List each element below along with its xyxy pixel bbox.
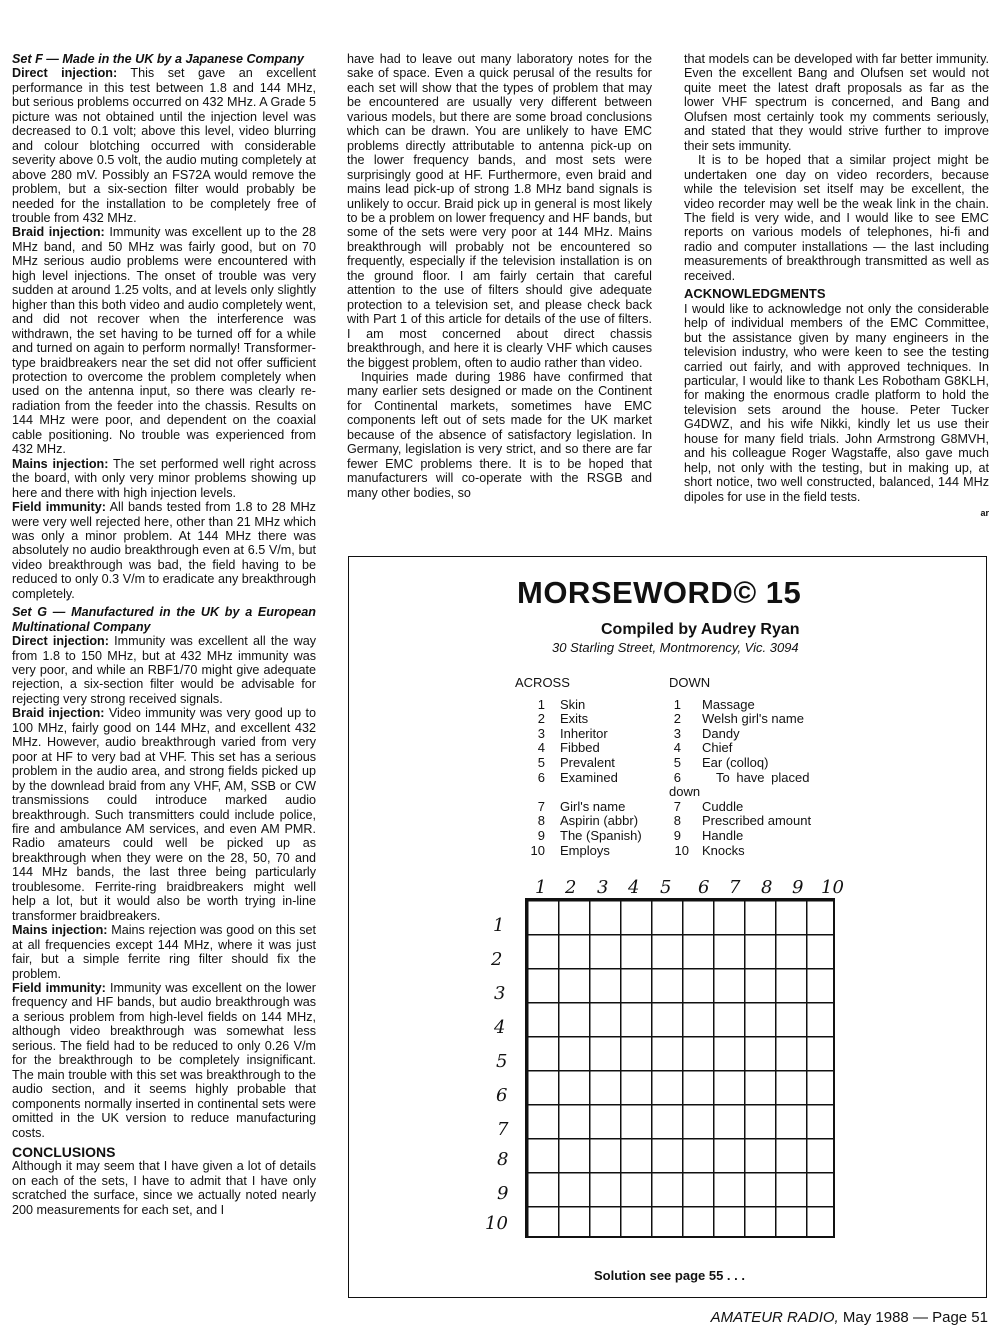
across-clue: 3 Inheritor	[537, 725, 608, 741]
down-clue: 5 Ear (colloq)	[673, 754, 769, 770]
morseword-address: 30 Starling Street, Montmorency, Vic. 3094	[552, 640, 799, 655]
down-clues	[669, 676, 839, 858]
set-g-mains	[12, 923, 316, 981]
page-footer	[711, 1309, 988, 1326]
down-clue: 1 Massage	[673, 696, 755, 712]
set-g-mains-text: Mains rejection was good on this set at all frequencies except 144 MHz, where it was just fair, but a simple ferrite ring filter should fix the problem.	[12, 923, 316, 981]
set-f-heading: Set F — Made in the UK by a Japanese Company	[12, 52, 304, 66]
set-f-direct-text: This set gave an excellent performance in this test between 1.8 and 144 MHz, but serious problems occurred on 432 MHz. A Grade 5 picture was not obtained until the injection level was decreased to 0.1 volt; above this level, video blurring and colour blotching occurred with considerable severity above 0.5 volt, the audio muting completely at above 280 mV. Possibly an FS72A would remove the problem, but a six-section filter would probably be needed for the installation to be completely free of trouble from 432 MHz.	[12, 66, 316, 225]
grid-col-number: 1	[535, 877, 547, 898]
grid-row-number: 1	[493, 915, 505, 936]
column-3	[684, 52, 989, 521]
grid-row-number: 9	[497, 1183, 509, 1204]
column-2	[347, 52, 652, 500]
across-clue: 10 Employs	[530, 842, 610, 858]
down-clue: 2 Welsh girl's name	[673, 711, 804, 727]
set-g-direct-label: Direct injection:	[12, 634, 109, 649]
set-f-mains-label: Mains injection:	[12, 456, 109, 471]
across-clue: 6 Examined	[537, 769, 618, 785]
footer-issue-page: May 1988 — Page 51	[838, 1309, 988, 1326]
set-f-field	[12, 500, 316, 601]
grid-col-number: 2	[565, 877, 577, 898]
grid-col-number: 4	[628, 877, 640, 898]
set-f-mains-text: The set performed well right across the board, with only very minor problems showing up here and there with high injection levels.	[12, 456, 316, 500]
down-clue: 9 Handle	[673, 827, 744, 843]
acknowledgments-text: I would like to acknowledge not only the considerable help of individual members of the EMC Committee, but the assistance given by many engineers in the television industry, who were keen to see the testing carried out fairly, and with approved techniques. In particular, I would like to thank Les Robotham G8KLH, for making the enormous cradle platform to hold the television sets around the house. Peter Tucker G4DWZ, and his wife Nikki, kindly let us use their house for many field trials. John Armstrong G8MVH, and his colleague Roger Wagstaffe, also gave much help, not only with the testing, but in making up, at short notice, two well constructed, balanced, 144 MHz dipoles for use in the field tests.	[684, 301, 989, 504]
col2-paragraph-1: have had to leave out many laboratory notes for the sake of space. Even a quick perusal of the results for each set will show that the types of problem that may be encountered are usually very different between various models, but there are some broad conclusions which can be drawn. You are unlikely to have EMC problems directly attributable to antenna pick-up on the lower frequency bands, and most sets were surprisingly good at HF. Furthermore, even braid and mains lead pick-up of strong 1.8 MHz band signals is unlikely to occur. Braid pick up in general is most likely to be a problem on lower frequency and HF bands, but some of the sets were very poor at 144 MHz. Mains breakthrough will probably not be encountered so frequently, especially if the television installation is on the ground floor. I am fairly certain that careful attention to the use of filters should give adequate protection to a television set, and please check back with Part 1 of this article for details of the use of filters. I am most concerned about direct chassis breakthrough, and here it is clearly VHF which causes the biggest problem, often to audio rather than video.	[347, 52, 652, 370]
set-f-field-text: All bands tested from 1.8 to 28 MHz were very well rejected here, other than 21 MHz which was only a minor problem. At 144 MHz there was absolutely no audio breakthrough even at 6.5 V/m, but video breakthrough was bad, the field having to be reduced to only 0.3 V/m to eradicate any breakthrough completely.	[12, 500, 316, 601]
grid-col-number: 10	[821, 877, 844, 898]
col3-paragraph-2: It is to be hoped that a similar project might be undertaken one day on video recorders, because while the television set itself may be excellent, the video recorder may well be the weak link in the chain. The field is very wide, and I would like to see EMC reports on various models of telephones, hi-fi and radio and computer installations — the last including measurements of breakthrough transmitted as well as received.	[684, 153, 989, 283]
across-clue: 4 Fibbed	[537, 740, 600, 756]
set-g-field-label: Field immunity:	[12, 981, 106, 995]
across-heading: ACROSS	[515, 675, 570, 690]
end-mark: ar	[980, 508, 989, 519]
down-clue: 6 To have placed	[673, 769, 810, 785]
grid-row-number: 7	[497, 1119, 509, 1140]
grid-row-number: 3	[494, 983, 506, 1004]
across-clue: 9 The (Spanish)	[537, 827, 642, 843]
grid-col-number: 5	[660, 877, 672, 898]
footer-magazine: AMATEUR RADIO,	[710, 1309, 839, 1326]
conclusions-text: Although it may seem that I have given a lot of details on each of the sets, I have to admit that I have only scratched the surface, since we actually noted nearly 200 measurements for each set, and I	[12, 1159, 316, 1217]
across-clue: 7 Girl's name	[537, 798, 626, 814]
set-f-braid	[12, 225, 316, 456]
down-clue-continuation: down	[669, 784, 701, 800]
set-g-field	[12, 981, 316, 1140]
morseword-grid[interactable]	[525, 898, 835, 1238]
set-f-direct-label: Direct injection:	[12, 66, 118, 81]
set-g-direct-text: Immunity was excellent all the way from 1.8 to 150 MHz, but at 432 MHz immunity was very poor, and while an RBF1/70 might give adequate rejection, a six-section filter would be advisable for rejecting very strong received signals.	[12, 634, 316, 706]
down-heading: DOWN	[669, 675, 711, 690]
grid-row-number: 5	[496, 1051, 508, 1072]
morseword-box	[348, 556, 987, 1298]
grid-col-number: 3	[597, 877, 609, 898]
across-clue: 8 Aspirin (abbr)	[537, 813, 639, 829]
set-g-mains-label: Mains injection:	[12, 923, 108, 938]
down-clue: 7 Cuddle	[673, 798, 744, 814]
acknowledgments-heading: ACKNOWLEDGMENTS	[684, 286, 826, 302]
grid-row-number: 10	[485, 1213, 508, 1234]
down-clue: 10 Knocks	[674, 842, 745, 858]
grid-row-number: 4	[494, 1017, 506, 1038]
set-g-braid	[12, 706, 316, 923]
set-g-field-text: Immunity was excellent on the lower frequency and HF bands, but audio breakthrough was a serious problem from high-level fields on 144 MHz, although video breakthrough was somewhat less serious. The field had to be reduced to only 0.26 V/m for the breakthrough to be completely insignificant. The main trouble with this set was breakthrough to the audio section, and it seems highly probable that components normally inserted in continental sets were omitted in the UK version to reduce manufacturing costs.	[12, 981, 316, 1140]
grid-row-number: 6	[496, 1085, 508, 1106]
across-clue: 2 Exits	[537, 711, 589, 727]
solution-note: Solution see page 55 . . .	[594, 1268, 745, 1283]
set-g-direct	[12, 634, 316, 706]
set-f-direct	[12, 66, 316, 225]
grid-row-number: 2	[491, 949, 503, 970]
down-clue: 8 Prescribed amount	[673, 813, 812, 829]
set-f-braid-text: Immunity was excellent up to the 28 MHz band, and 50 MHz was fairly good, but on 70 MHz serious audio problems were encountered with high level injections. The onset of trouble was very sudden at around 1.25 volts, and at levels only slightly higher than this both video and audio completely went, and did not recover when the interference was withdrawn, the set having to be turned off for a while and turned on again to perform normally! Transformer-type braidbreakers near the set did not offer sufficient protection to overcome the problem completely when used on the antenna input, so there was clearly re-radiation from the feeder into the chassis. Results on 144 MHz were poor, and dependent on the coaxial cable positioning. No trouble was experienced from 432 MHz.	[12, 225, 316, 457]
grid-col-number: 6	[698, 877, 710, 898]
set-g-braid-label: Braid injection:	[12, 706, 105, 721]
set-g-braid-text: Video immunity was very good up to 100 MHz, fairly good on 144 MHz, and excellent 432 MHz. However, audio breakthrough varied from very poor at HF to very bad at VHF. This set has a serious problem in the audio area, and strong fields picked up by the downlead braid from any VHF, AM, SSB or CW transmissions could introduce marked audio breakthrough. Such transmitters could include police, fire and ambulance AM services, and even AM PMR. Radio amateurs could well be picked up as breakthrough when they were on the 28, 50, 70 and 144 MHz bands, the last three being particularly troublesome. Ferrite-ring braidbreakers might well help a lot, but it would also be worth trying in-line transformer braidbreakers.	[12, 706, 316, 923]
column-1	[12, 52, 316, 1217]
grid-col-number: 8	[761, 877, 773, 898]
down-clue: 3 Dandy	[673, 725, 740, 741]
down-clue: 4 Chief	[673, 740, 733, 756]
grid-col-number: 7	[729, 877, 741, 898]
grid-col-number: 9	[792, 877, 804, 898]
conclusions-heading: CONCLUSIONS	[12, 1143, 116, 1160]
col2-paragraph-2: Inquiries made during 1986 have confirmed that many earlier sets designed or made on the Continent for Continental markets, sometimes have EMC components left out of sets made for the UK market because of the absence of satisfactory legislation. In Germany, legislation is very strict, and so there are far fewer EMC problems there. It is to be hoped that manufacturers will co-operate with the RSGB and many other bodies, so	[347, 369, 652, 500]
morseword-title: MORSEWORD© 15	[517, 575, 802, 610]
across-clue: 1 Skin	[537, 696, 586, 712]
col3-paragraph-1: that models can be developed with far better immunity. Even the excellent Bang and Olufsen set would not quite meet the latest draft proposals as far as the lower VHF spectrum is concerned, and Bang and Olufsen most certainly took my comments seriously, and stated that they would strive further to improve their sets immunity.	[684, 52, 989, 153]
set-g-heading: Set G — Manufactured in the UK by a European Multinational Company	[12, 605, 316, 634]
across-clues	[515, 676, 665, 858]
across-clue: 5 Prevalent	[537, 754, 615, 770]
set-f-mains	[12, 457, 316, 500]
grid-row-number: 8	[497, 1149, 509, 1170]
set-f-braid-label: Braid injection:	[12, 225, 105, 240]
set-f-field-label: Field immunity:	[12, 500, 106, 515]
morseword-compiler: Compiled by Audrey Ryan	[601, 621, 800, 638]
